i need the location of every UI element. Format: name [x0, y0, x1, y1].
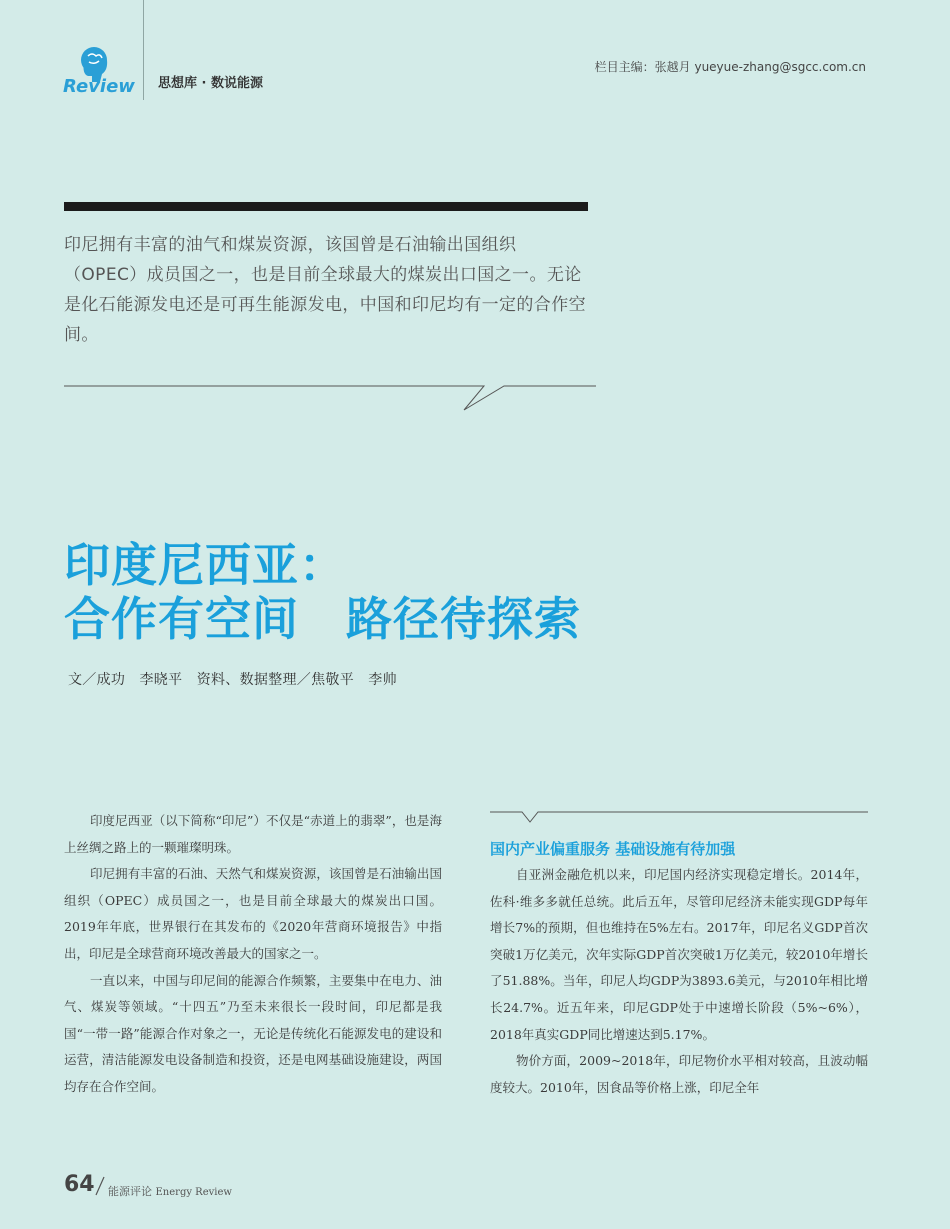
- subheading: 国内产业偏重服务 基础设施有待加强: [490, 840, 736, 858]
- section-label: 思想库 · 数说能源: [158, 76, 263, 91]
- title-line-1: 印度尼西亚：: [64, 538, 346, 592]
- slash-glyph: [94, 1176, 106, 1196]
- left-column: [64, 808, 442, 1101]
- lead-top-bar: [64, 202, 588, 211]
- paragraph: 物价方面，2009~2018年，印尼物价水平相对较高，且波动幅度较大。2010年，因食品等价格上涨，印尼全年: [490, 1053, 868, 1095]
- paragraph: 自亚洲金融危机以来，印尼国内经济实现稳定增长。2014年，佐科·维多多就任总统。此后五年，尽管印尼经济未能实现GDP每年增长7%的预期，但也维持在5%左右。2017年，印尼名义GDP首次突破1万亿美元，次年实际GDP首次突破1万亿美元，较2010年增长了51.88%。当年，印尼人均GDP为3893.6美元，与2010年相比增长24.7%。近五年来，印尼GDP处于中速增长阶段（5%~6%），2018年真实GDP同比增速达到5.17%。: [490, 867, 868, 1042]
- paragraph: 一直以来，中国与印尼间的能源合作频繁，主要集中在电力、油气、煤炭等领域。“十四五”乃至未来很长一段时间，印尼都是我国“一带一路”能源合作对象之一，无论是传统化石能源发电的建设和运营，清洁能源发电设备制造和投资，还是电网基础设施建设，两国均存在合作空间。: [64, 972, 442, 1094]
- title-line-2: 合作有空间 路径待探索: [64, 592, 581, 646]
- publication-name: 能源评论: [108, 1185, 152, 1198]
- speech-bubble-divider: [64, 378, 596, 414]
- publication-name-en: Energy Review: [155, 1187, 232, 1198]
- right-column: [490, 862, 868, 1101]
- column-editor: 栏目主编：张越月 yueyue-zhang@sgcc.com.cn: [594, 60, 866, 74]
- article-title: [64, 538, 581, 646]
- byline: 文／成功 李晓平 资料、数据整理／焦敬平 李帅: [68, 672, 397, 688]
- page-number: 64: [64, 1172, 95, 1197]
- lead-paragraph: 印尼拥有丰富的油气和煤炭资源，该国曾是石油输出国组织（OPEC）成员国之一，也是目前全球最大的煤炭出口国之一。无论是化石能源发电还是可再生能源发电，中国和印尼均有一定的合作空间。: [64, 235, 586, 345]
- subhead-divider: [490, 806, 868, 826]
- header-divider: [143, 0, 144, 100]
- paragraph: 印度尼西亚（以下简称“印尼”）不仅是“赤道上的翡翠”，也是海上丝绸之路上的一颗璀璨明珠。: [64, 813, 442, 855]
- logo-wordmark: Review: [63, 76, 135, 97]
- paragraph: 印尼拥有丰富的石油、天然气和煤炭资源，该国曾是石油输出国组织（OPEC）成员国之一，也是目前全球最大的煤炭出口国。2019年年底，世界银行在其发布的《2020年营商环境报告》中指出，印尼是全球营商环境改善最大的国家之一。: [64, 866, 442, 961]
- footer-publication: [108, 1183, 232, 1199]
